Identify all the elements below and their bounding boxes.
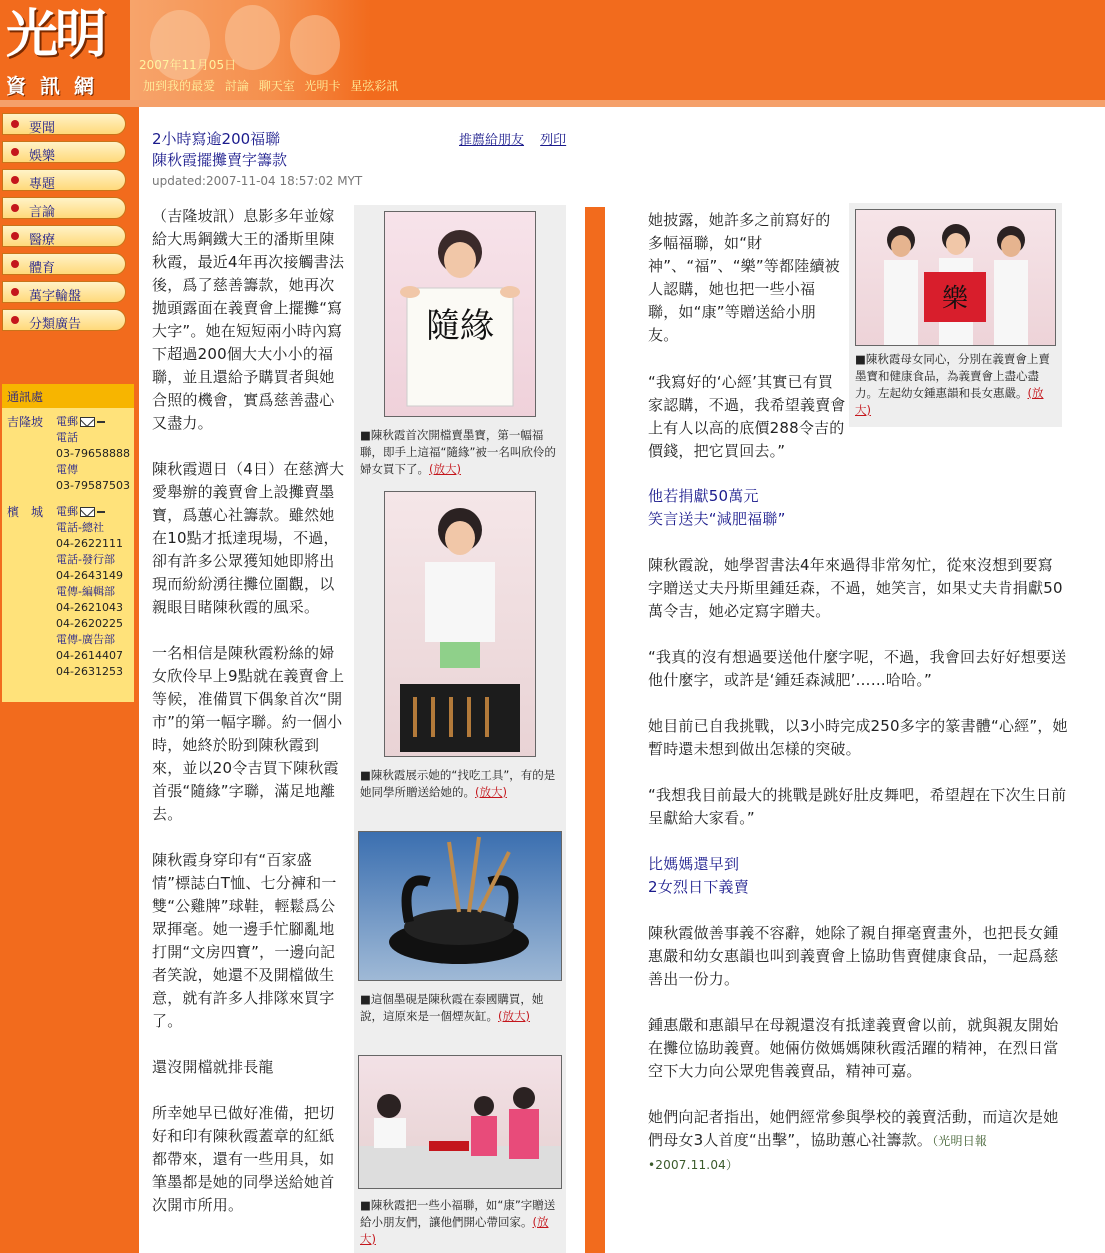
- paragraph: 她披露，她許多之前寫好的多幅福聯，如“財神”、“福”、“樂”等都陸續被人認購，她也把一些小福聯，如“康”等贈送給小朋友。: [648, 211, 840, 344]
- paragraph: 鍾惠嚴和惠韻早在母親還沒有抵達義賣會以前，就與親友開始在攤位協助義賣。她倆仿傚媽媽陳秋霞活躍的精神，在烈日當空下大力向公眾兜售義賣品，精神可嘉。: [648, 1016, 1059, 1080]
- enlarge-link[interactable]: (放大): [429, 462, 461, 476]
- dash-icon: [97, 511, 105, 513]
- calligraphy-text: 樂: [941, 284, 969, 314]
- photo-illustration: [385, 212, 535, 416]
- caption-text: ■陳秋霞把一些小福聯，如“康”字贈送給小朋友們，讓他們開心帶回家。: [360, 1198, 556, 1229]
- bullet-icon: [11, 260, 19, 268]
- enlarge-link[interactable]: (放大): [855, 386, 1044, 417]
- contact-box: [2, 384, 134, 702]
- article-column-1: [152, 205, 347, 1240]
- site-logo[interactable]: [0, 0, 130, 100]
- photo-panel: [354, 205, 566, 1253]
- sidebar-item-news[interactable]: [2, 113, 126, 135]
- sidebar-item-label[interactable]: 專題: [29, 177, 56, 192]
- sidebar-item-classifieds[interactable]: [2, 309, 126, 331]
- top-nav: [143, 77, 404, 94]
- penang-ad-fax-label: 電傳-廣告部: [56, 633, 115, 646]
- paragraph: 陳秋霞說，她學習書法4年來過得非常匆忙，從來沒想到要寫字贈送丈夫丹斯里鍾廷森，不過，她笑言，如果丈夫肯捐獻50萬令吉，她必定寫字贈夫。: [648, 556, 1063, 620]
- contact-city-penang: 檳 城: [7, 505, 44, 519]
- photo-calligraphy[interactable]: [384, 211, 536, 417]
- recommend-link[interactable]: 推薦給朋友: [459, 133, 525, 148]
- penang-dist-phone: 04-2643149: [56, 569, 123, 582]
- caption-text: ■這個墨硯是陳秋霞在泰國購買，她說，這原來是一個煙灰缸。: [360, 992, 544, 1023]
- paragraph: “我想我目前最大的挑戰是跳好肚皮舞吧，希望趕在下次生日前呈獻給大家看。”: [648, 786, 1067, 827]
- paragraph: “我真的沒有想過要送他什麼字呢，不過，我會回去好好想要送他什麼字，或許是‘鍾廷森減肥’……哈哈。”: [648, 648, 1067, 689]
- subheading: [648, 853, 1068, 899]
- dash-icon: [97, 421, 105, 423]
- bullet-icon: [11, 232, 19, 240]
- photo-inkstone[interactable]: [358, 831, 562, 981]
- penang-ad-fax-2: 04-2631253: [56, 665, 123, 678]
- caption-text: ■陳秋霞母女同心，分別在義賣會上賣墨寶和健康食品，為義賣會上盡心盡力。左起幼女鍾惠韻和長女惠嚴。: [855, 352, 1050, 400]
- source-credit: （光明日報•2007.11.04）: [648, 1134, 988, 1172]
- subheading-line: 笑言送夫“減肥福聯”: [648, 510, 786, 528]
- site-header: [0, 0, 1105, 107]
- logo-text: 光明: [6, 5, 105, 65]
- article-title-line2: 陳秋霞擺攤賣字籌款: [152, 151, 288, 169]
- article-column-2a: [648, 209, 844, 370]
- article-actions: [459, 129, 578, 148]
- caption-text: ■陳秋霞首次開檔賣墨寶，第一幅福聯，即手上這福“隨緣”被一名叫欣伶的婦女買下了。: [360, 428, 556, 476]
- paragraph: 陳秋霞週日（4日）在慈濟大愛舉辦的義賣會上設攤賣墨寶，爲蕙心社籌款。雖然她在10點才抵達現場，不過，卻有許多公眾獲知她即將出現而紛紛湧往攤位圍觀，以親眼目睹陳秋霞的風采。: [152, 460, 345, 616]
- header-date: 2007年11月05日: [139, 58, 237, 72]
- article-column-2c: [648, 485, 1068, 1200]
- left-sidebar: [0, 107, 139, 1253]
- bullet-icon: [11, 148, 19, 156]
- caption-text: ■陳秋霞展示她的“找吃工具”，有的是她同學所贈送給她的。: [360, 768, 556, 799]
- enlarge-link[interactable]: (放大): [475, 785, 507, 799]
- kl-fax-label: 電傳: [56, 463, 78, 476]
- subheading-line: 比媽媽還早到: [648, 855, 740, 873]
- sidebar-item-label[interactable]: 分類廣告: [29, 317, 82, 332]
- bullet-icon: [11, 316, 19, 324]
- sidebar-item-lottery[interactable]: [2, 281, 126, 303]
- kl-phone-label: 電話: [56, 431, 78, 444]
- article-title: [152, 129, 287, 171]
- paragraph: [648, 1106, 1068, 1177]
- paragraph: 一名相信是陳秋霞粉絲的婦女欣伶早上9點就在義賣會上等候，准備買下偶象首次“開市”的第一幅字聯。約一個小時，她終於盼到陳秋霞到來，並以20令吉買下陳秋霞首張“隨緣”字聯，滿足地離去。: [152, 644, 345, 823]
- penang-main-phone: 04-2622111: [56, 537, 123, 550]
- paragraph: 她目前已自我挑戰，以3小時完成250多字的篆書體“心經”，她暫時還未想到做出怎樣的突破。: [648, 717, 1068, 758]
- nav-add-favorite[interactable]: 加到我的最愛: [143, 79, 216, 93]
- caption-1: [360, 427, 560, 478]
- nav-star-sms[interactable]: 星弦彩訊: [350, 79, 399, 93]
- penang-ad-fax-1: 04-2614407: [56, 649, 123, 662]
- paragraph-text: 她們向記者指出，她們經常參與學校的義賣活動，而這次是她們母女3人首度“出擊”，協助蕙心社籌款。: [648, 1108, 1059, 1149]
- kl-email-link[interactable]: 電郵: [56, 415, 78, 428]
- subheading: [648, 485, 1068, 531]
- photo-children[interactable]: [358, 1055, 562, 1189]
- sidebar-item-label[interactable]: 萬字輪盤: [29, 289, 82, 304]
- caption-4: [360, 1197, 560, 1248]
- sidebar-item-sports[interactable]: [2, 253, 126, 275]
- column-divider: [585, 207, 605, 1253]
- penang-dist-label: 電話-發行部: [56, 553, 115, 566]
- caption-2: [360, 767, 560, 801]
- paragraph: “我寫好的‘心經’其實已有買家認購，不過，我希望義賣會上有人以高的底價288令吉的價錢，把它買回去。”: [648, 373, 846, 460]
- subheading: 還沒開檔就排長龍: [152, 1058, 274, 1076]
- paragraph: （吉隆坡訊）息影多年並嫁給大馬鋼鐵大王的潘斯里陳秋霞，最近4年再次接觸書法後，爲了慈善籌款，她再次拋頭露面在義賣會上擺攤“寫大字”。她在短短兩小時內寫下超過200個大大小小的福聯，並且還給予購買者與她合照的機會，實爲慈善盡心又盡力。: [152, 207, 345, 432]
- sidebar-item-health[interactable]: [2, 225, 126, 247]
- photo-mother-daughters[interactable]: [855, 209, 1056, 346]
- kl-phone: 03-79658888: [56, 447, 130, 460]
- sidebar-item-label[interactable]: 要聞: [29, 121, 56, 136]
- mail-icon[interactable]: [80, 417, 95, 427]
- paragraph: 所幸她早已做好准備，把切好和印有陳秋霞蓋章的紅紙都帶來，還有一些用具，如筆墨都是她的同學送給她首次開市所用。: [152, 1104, 335, 1214]
- bullet-icon: [11, 288, 19, 296]
- sidebar-item-label[interactable]: 體育: [29, 261, 56, 276]
- photo-brushes[interactable]: [384, 491, 536, 757]
- updated-timestamp: updated:2007-11-04 18:57:02 MYT: [152, 174, 363, 188]
- caption-3: [360, 991, 560, 1025]
- sidebar-item-entertainment[interactable]: [2, 141, 126, 163]
- penang-main-label: 電話-總社: [56, 521, 104, 534]
- nav-card[interactable]: 光明卡: [304, 79, 341, 93]
- penang-edit-fax-label: 電傳-編輯部: [56, 585, 115, 598]
- sidebar-item-opinion[interactable]: [2, 197, 126, 219]
- nav-discussion[interactable]: 討論: [224, 79, 249, 93]
- enlarge-link[interactable]: (放大): [498, 1009, 530, 1023]
- enlarge-link[interactable]: (放大): [360, 1215, 549, 1246]
- mail-icon[interactable]: [80, 507, 95, 517]
- bullet-icon: [11, 176, 19, 184]
- calligraphy-text: 隨緣: [426, 306, 494, 346]
- photo-illustration: [385, 492, 535, 756]
- subheading-line: 2女烈日下義賣: [648, 878, 749, 896]
- bullet-icon: [11, 204, 19, 212]
- photo-illustration: [359, 832, 561, 980]
- sidebar-item-label[interactable]: 醫療: [29, 233, 56, 248]
- article-column-2b: [648, 371, 848, 486]
- photo-illustration: [359, 1056, 561, 1188]
- print-link[interactable]: 列印: [540, 133, 567, 148]
- sidebar-item-label[interactable]: 言論: [29, 205, 56, 220]
- contact-city-kl: 吉隆坡: [7, 415, 44, 429]
- nav-chatroom[interactable]: 聊天室: [258, 79, 295, 93]
- subheading-line: 他若捐獻50萬元: [648, 487, 759, 505]
- caption-5: [855, 351, 1057, 419]
- penang-edit-fax-2: 04-2620225: [56, 617, 123, 630]
- sidebar-item-features[interactable]: [2, 169, 126, 191]
- logo-subtext: 資訊網: [6, 74, 108, 98]
- bullet-icon: [11, 120, 19, 128]
- photo-illustration: [856, 210, 1055, 345]
- penang-edit-fax-1: 04-2621043: [56, 601, 123, 614]
- header-divider: [0, 100, 1105, 107]
- contact-title: 通訊處: [2, 384, 134, 408]
- photo-panel-right: [849, 203, 1062, 427]
- sidebar-item-label[interactable]: 娛樂: [29, 149, 56, 164]
- penang-email-link[interactable]: 電郵: [56, 505, 78, 518]
- article-title-line1: 2小時寫逾200福聯: [152, 130, 281, 148]
- paragraph: 陳秋霞做善事義不容辭，她除了親自揮毫賣畫外，也把長女鍾惠嚴和幼女惠韻也叫到義賣會上協助售賣健康食品，一起爲慈善出一份力。: [648, 924, 1059, 988]
- kl-fax: 03-79587503: [56, 479, 130, 492]
- paragraph: 陳秋霞身穿印有“百家盛情”標誌白T恤、七分褲和一雙“公雞牌”球鞋，輕鬆爲公眾揮毫。她一邊手忙腳亂地打開“文房四寶”，一邊向記者笑說，她還不及開檔做生意，就有許多人排隊來買字了。: [152, 851, 337, 1030]
